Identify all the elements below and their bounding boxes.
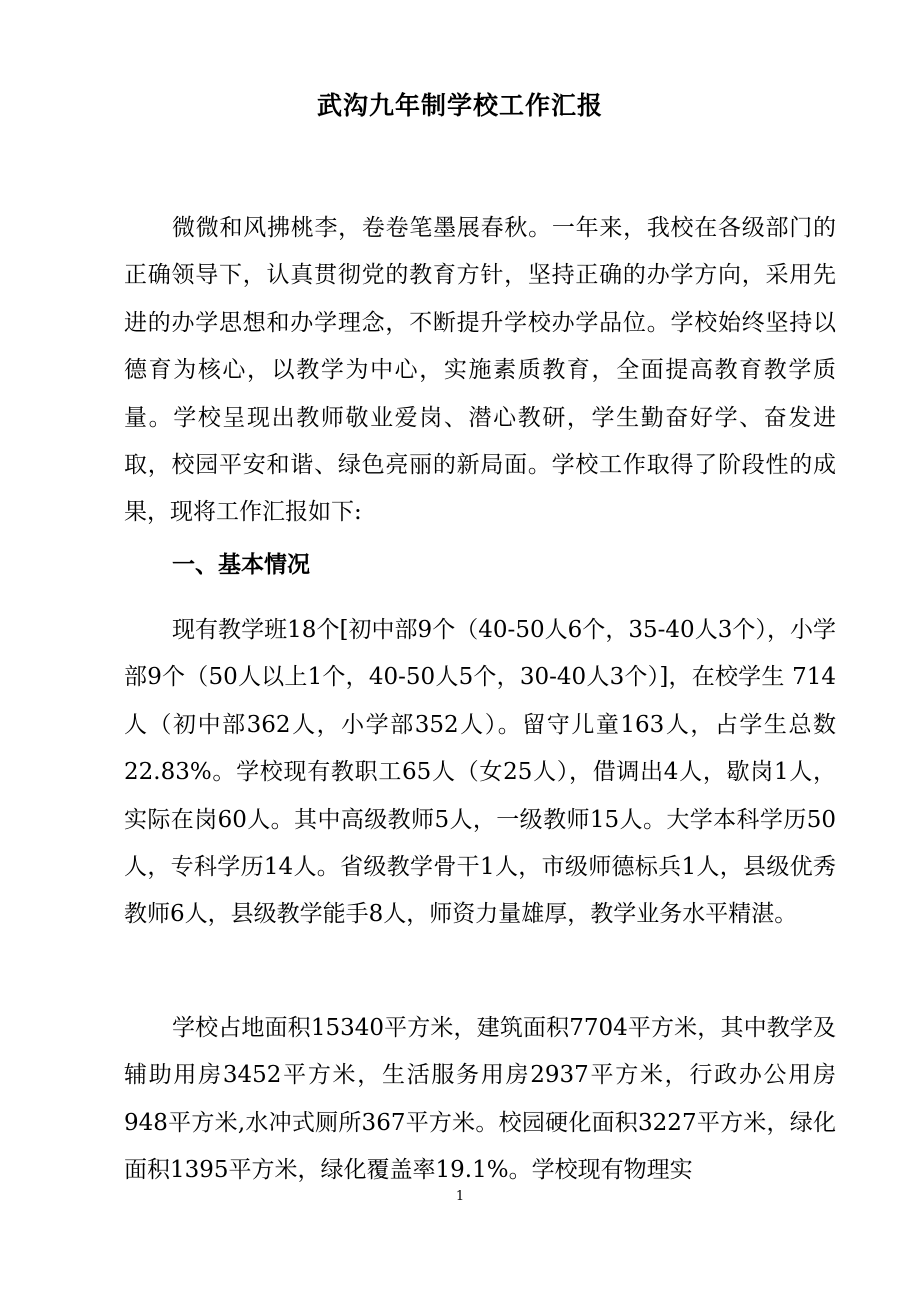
- staff-students-paragraph: 现有教学班18个[初中部9个（40-50人6个，35-40人3个），小学部9个（50人以上1个，40-50人5个，30-40人3个）]，在校学生 714人（初中部362人，小学部352人）。留守儿童163人，占学生总数22.83%。学校现有教职工65人（女25人），借调出4人，歇岗1人，实际在岗60人。其中高级教师5人，一级教师15人。大学本科学历50人，专科学历14人。省级教学骨干1人，市级师德标兵1人，县级优秀教师6人，县级教学能手8人，师资力量雄厚，教学业务水平精湛。: [124, 617, 836, 928]
- page-number: 1: [455, 1189, 465, 1204]
- section-heading-basic-situation: 一、基本情况: [172, 551, 310, 578]
- campus-facilities-paragraph: 学校占地面积15340平方米，建筑面积7704平方米，其中教学及辅助用房3452平方米，生活服务用房2937平方米，行政办公用房948平方米,水冲式厕所367平方米。校园硬化面积3227平方米，绿化面积1395平方米，绿化覆盖率19.1%。学校现有物理实: [124, 1015, 836, 1184]
- intro-paragraph: 微微和风拂桃李，卷卷笔墨展春秋。一年来，我校在各级部门的正确领导下，认真贯彻党的教育方针，坚持正确的办学方向，采用先进的办学思想和办学理念，不断提升学校办学品位。学校始终坚持以德育为核心，以教学为中心，实施素质教育，全面提高教育教学质量。学校呈现出教师敬业爱岗、潜心教研，学生勤奋好学、奋发进取，校园平安和谐、绿色亮丽的新局面。学校工作取得了阶段性的成果，现将工作汇报如下:: [124, 215, 836, 526]
- document-title: 武沟九年制学校工作汇报: [316, 91, 603, 120]
